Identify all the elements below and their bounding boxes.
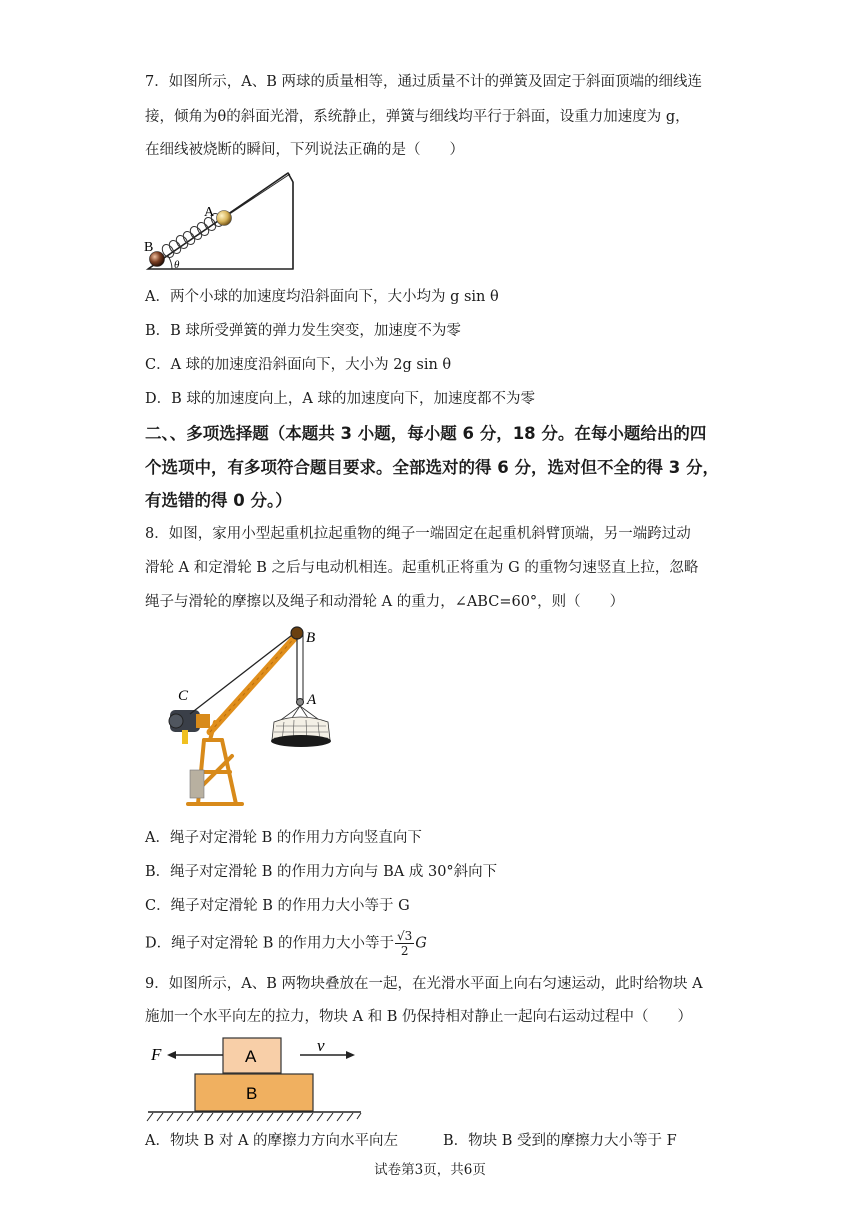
q8-label-c: C xyxy=(178,688,189,704)
fraction-denominator: 2 xyxy=(400,944,409,958)
q8-option-d-text: D．绳子对定滑轮 B 的作用力大小等于 xyxy=(145,935,394,952)
pulley-a-icon xyxy=(297,699,304,706)
ball-a-icon xyxy=(217,211,232,226)
q7-label-a: A xyxy=(204,205,215,220)
velocity-arrow-icon xyxy=(300,1051,355,1059)
q8-stem-line2: 滑轮 A 和定滑轮 B 之后与电动机相连。起重机正将重为 G 的重物匀速竖直上拉，忽略 xyxy=(145,560,699,576)
q9-label-b: B xyxy=(246,1084,258,1103)
q8-label-a: A xyxy=(307,692,317,708)
q8-option-d xyxy=(145,929,725,958)
q7-incline-figure xyxy=(140,168,305,278)
section2-heading-line3: 有选错的得 0 分。） xyxy=(145,491,292,510)
q9-label-v: v xyxy=(317,1036,325,1055)
q9-option-b: B．物块 B 受到的摩擦力大小等于 F xyxy=(443,1133,677,1149)
q8-stem-line1: 8．如图，家用小型起重机拉起重物的绳子一端固定在起重机斜臂顶端，另一端跨过动 xyxy=(145,526,691,542)
q8-crane-figure xyxy=(160,622,355,812)
section2-heading-line2: 个选项中，有多项符合题目要求。全部选对的得 6 分，选对但不全的得 3 分， xyxy=(145,458,719,477)
q7-stem-line2: 接，倾角为θ的斜面光滑，系统静止，弹簧与细线均平行于斜面，设重力加速度为 g， xyxy=(145,109,690,125)
q7-option-d: D．B 球的加速度向上，A 球的加速度向下，加速度都不为零 xyxy=(145,391,535,407)
q9-option-a: A．物块 B 对 A 的摩擦力方向水平向左 xyxy=(145,1133,399,1149)
q7-stem-line3: 在细线被烧断的瞬间，下列说法正确的是（ ） xyxy=(145,142,464,158)
q7-option-c: C．A 球的加速度沿斜面向下，大小为 2g sin θ xyxy=(145,357,452,373)
q8-option-c: C．绳子对定滑轮 B 的作用力大小等于 G xyxy=(145,898,410,914)
q7-label-theta: θ xyxy=(174,259,180,271)
spring-icon xyxy=(160,211,225,259)
q7-label-b: B xyxy=(144,240,154,255)
fraction-numerator: √3 xyxy=(397,929,413,943)
q7-stem-line1: 7．如图所示，A、B 两球的质量相等，通过质量不计的弹簧及固定于斜面顶端的细线连 xyxy=(145,74,702,90)
q8-option-a: A．绳子对定滑轮 B 的作用力方向竖直向下 xyxy=(145,830,422,846)
q9-label-a: A xyxy=(245,1047,257,1066)
q9-blocks-figure xyxy=(145,1034,365,1124)
pulley-b-icon xyxy=(291,627,303,639)
q8-option-b: B．绳子对定滑轮 B 的作用力方向与 BA 成 30°斜向下 xyxy=(145,864,498,880)
q9-stem-line1: 9．如图所示，A、B 两物块叠放在一起，在光滑水平面上向右匀速运动，此时给物块 A xyxy=(145,976,703,992)
section2-heading-line1: 二、、多项选择题（本题共 3 小题，每小题 6 分，18 分。在每小题给出的四 xyxy=(145,424,707,443)
force-arrow-icon xyxy=(167,1051,223,1059)
q8-option-d-g: G xyxy=(415,935,427,952)
q9-stem-line2: 施加一个水平向左的拉力，物块 A 和 B 仍保持相对静止一起向右运动过程中（ ） xyxy=(145,1009,693,1025)
q7-option-b: B．B 球所受弹簧的弹力发生突变，加速度不为零 xyxy=(145,323,461,339)
load-icon xyxy=(271,706,331,747)
q8-label-b: B xyxy=(306,630,316,646)
q8-option-d-fraction xyxy=(395,929,414,958)
page-footer: 试卷第3页，共6页 xyxy=(374,1162,486,1178)
q8-stem-line3: 绳子与滑轮的摩擦以及绳子和动滑轮 A 的重力，∠ABC=60°，则（ ） xyxy=(145,594,625,610)
q9-label-f: F xyxy=(151,1045,162,1064)
q7-option-a: A．两个小球的加速度均沿斜面向下，大小均为 g sin θ xyxy=(145,289,499,305)
